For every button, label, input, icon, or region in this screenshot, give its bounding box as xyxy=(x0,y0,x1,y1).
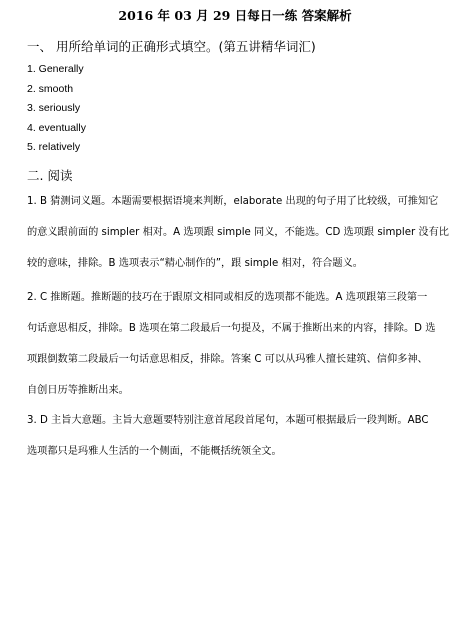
list-item: 4. eventually xyxy=(27,121,86,134)
list-item: 1. Generally xyxy=(27,63,84,75)
paragraph-line: 选项都只是玛雅人生活的一个侧面，不能概括统领全文。 xyxy=(27,446,282,457)
paragraph-line: 1. B 猜测词义题。本题需要根据语境来判断，elaborate 出现的句子用了比较级，可推知它 xyxy=(27,196,439,207)
paragraph-line: 较的意味，排除。B 选项表示“精心制作的”，跟 simple 相对，符合题义。 xyxy=(27,258,363,269)
paragraph-line: 的意义跟前面的 simpler 相对。A 选项跟 simple 同义，不能选。CD 选项跟 simpler 没有比 xyxy=(27,227,449,238)
paragraph-line: 自创日历等推断出来。 xyxy=(27,385,129,396)
explanation-paragraph-1 xyxy=(27,195,449,288)
section-heading-fill-blank: 一、 用所给单词的正确形式填空。(第五讲精华词汇) xyxy=(27,39,316,54)
explanation-paragraph-3 xyxy=(27,414,445,476)
list-item: 3. seriously xyxy=(27,102,81,114)
paragraph-line: 句话意思相反，排除。B 选项在第二段最后一句提及，不属于推断出来的内容，排除。D 选 xyxy=(27,323,436,334)
section-heading-reading: 二. 阅读 xyxy=(27,168,73,183)
list-item: 5. relatively xyxy=(27,141,81,153)
list-item: 2. smooth xyxy=(27,82,74,95)
paragraph-line: 项跟倒数第二段最后一句话意思相反，排除。答案 C 可以从玛雅人擅长建筑、信仰多神、 xyxy=(27,354,428,365)
paragraph-line: 2. C 推断题。推断题的技巧在于跟原文相同或相反的选项都不能选。A 选项跟第三段第一 xyxy=(27,292,428,303)
explanation-paragraph-2 xyxy=(27,291,445,415)
paragraph-line: 3. D 主旨大意题。主旨大意题要特别注意首尾段首尾句，本题可根据最后一段判断。ABC xyxy=(27,415,429,426)
answer-list xyxy=(27,63,86,161)
document-title: 2016 年 03 月 29 日每日一练 答案解析 xyxy=(118,8,352,23)
